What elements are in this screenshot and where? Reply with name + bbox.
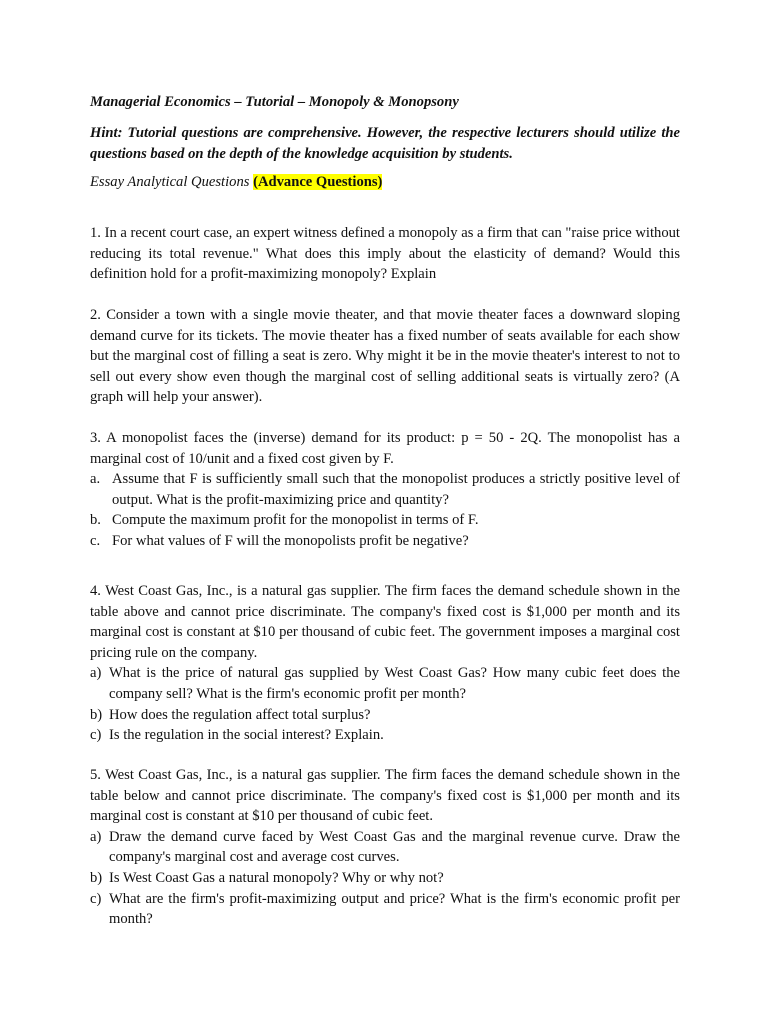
hint-paragraph: Hint: Tutorial questions are comprehensive. However, the respective lecturers should utilize the questions based on the depth of the knowledge acquisition by students. — [90, 125, 680, 162]
part-text: For what values of F will the monopolists profit be negative? — [112, 532, 469, 549]
part-text: Compute the maximum profit for the monopolist in terms of F. — [112, 512, 479, 529]
question-5-part-c — [90, 889, 680, 930]
question-3-part-b — [90, 510, 680, 531]
document-title: Managerial Economics – Tutorial – Monopoly & Monopsony — [90, 94, 459, 110]
part-text: How does the regulation affect total surplus? — [109, 706, 371, 723]
question-4 — [90, 581, 680, 746]
question-5-part-a — [90, 827, 680, 868]
part-label: b. — [90, 512, 101, 529]
question-5 — [90, 765, 680, 930]
question-4-part-a — [90, 663, 680, 704]
question-1 — [90, 223, 680, 285]
part-label: c) — [90, 890, 102, 907]
question-3-text: 3. A monopolist faces the (inverse) demand for its product: p = 50 - 2Q. The monopolist has a marginal cost of 10/unit and a fixed cost given by F. — [90, 430, 680, 467]
part-label: c) — [90, 727, 102, 744]
part-text: What is the price of natural gas supplied by West Coast Gas? How many cubic feet does the company sell? What is the firm's economic profit per month? — [109, 665, 680, 702]
part-text: What are the firm's profit-maximizing output and price? What is the firm's economic profit per month? — [109, 890, 680, 928]
part-label: a) — [90, 828, 102, 845]
question-2 — [90, 305, 680, 408]
section-heading — [90, 172, 680, 193]
part-label: b) — [90, 706, 103, 723]
part-text: Draw the demand curve faced by West Coast Gas and the marginal revenue curve. Draw the company's marginal cost and average cost curves. — [109, 828, 680, 866]
part-label: a) — [90, 665, 102, 682]
part-label: c. — [90, 532, 101, 549]
part-label: b) — [90, 869, 103, 886]
part-text: Assume that F is sufficiently small such that the monopolist produces a strictly positive level of output. What is the profit-maximizing price and quantity? — [112, 471, 680, 508]
question-2-text: 2. Consider a town with a single movie theater, and that movie theater faces a downward sloping demand curve for its tickets. The movie theater has a fixed number of seats available for each show but the marginal cost of filling a seat is zero. Why might it be in the movie theater's interest to not to sell out every show even though the marginal cost of selling additional seats is virtually zero? (A graph will help your answer). — [90, 307, 680, 406]
question-3-part-a — [90, 469, 680, 510]
question-5-text: 5. West Coast Gas, Inc., is a natural gas supplier. The firm faces the demand schedule shown in the table below and cannot price discriminate. The company's fixed cost is $1,000 per month and its marginal cost is constant at $10 per thousand of cubic feet. — [90, 767, 680, 825]
part-label: a. — [90, 471, 101, 488]
question-4-part-c — [90, 725, 680, 746]
section-label: Essay Analytical Questions — [90, 174, 254, 190]
question-5-part-b — [90, 868, 680, 889]
question-4-part-b — [90, 705, 680, 726]
part-text: Is the regulation in the social interest? Explain. — [109, 727, 384, 744]
question-3-part-c — [90, 531, 680, 552]
question-3 — [90, 428, 680, 552]
advance-questions-highlight: (Advance Questions) — [253, 174, 383, 190]
question-4-text: 4. West Coast Gas, Inc., is a natural gas supplier. The firm faces the demand schedule shown in the table above and cannot price discriminate. The company's fixed cost is $1,000 per month and its marginal cost is constant at $10 per thousand of cubic feet. The government imposes a marginal cost pricing rule on the company. — [90, 583, 680, 661]
part-text: Is West Coast Gas a natural monopoly? Why or why not? — [109, 869, 444, 886]
question-1-text: 1. In a recent court case, an expert witness defined a monopoly as a firm that can "raise price without reducing its total revenue." What does this imply about the elasticity of demand? Would this definition hold for a profit-maximizing monopoly? Explain — [90, 225, 680, 283]
